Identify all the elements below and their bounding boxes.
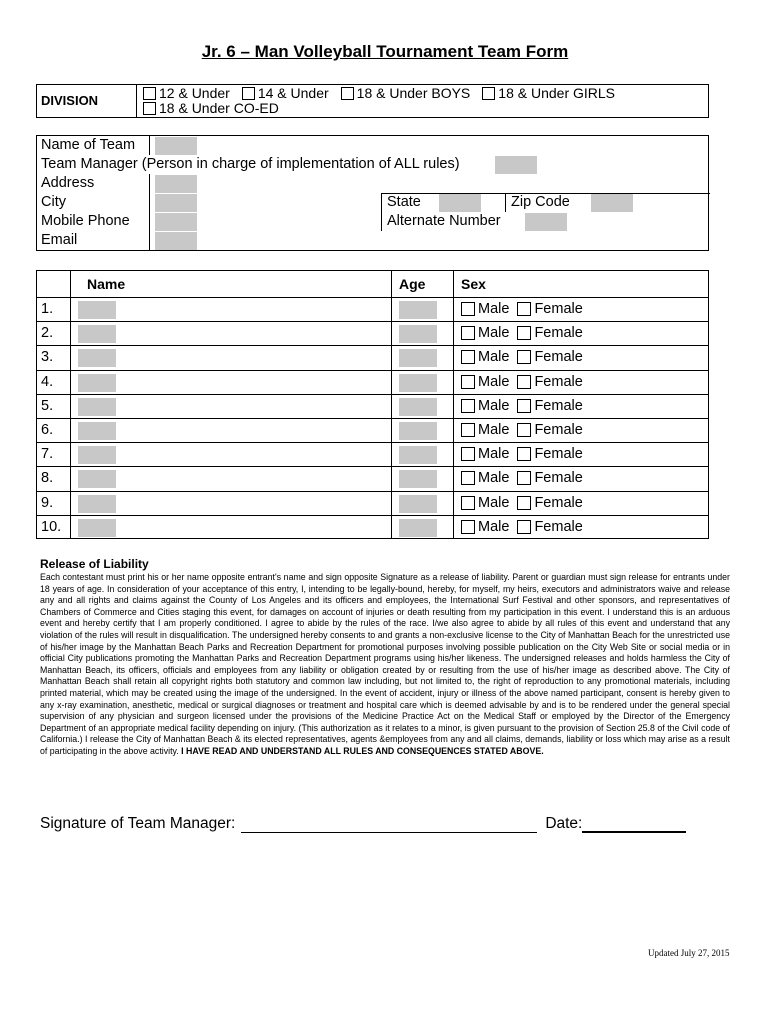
table-row: [37, 298, 708, 322]
division-option-12-under[interactable]: 12 & Under: [143, 86, 230, 101]
sex-options: [461, 349, 583, 365]
sex-option-female[interactable]: Female: [517, 495, 582, 511]
players-table: [36, 270, 709, 539]
sex-option-male[interactable]: Male: [461, 422, 509, 438]
checkbox-icon[interactable]: [461, 399, 475, 413]
zip-code-label: Zip Code: [511, 194, 570, 210]
checkbox-icon[interactable]: [461, 326, 475, 340]
alternate-number-label: Alternate Number: [387, 213, 501, 229]
player-age-field[interactable]: [399, 301, 437, 319]
player-name-field[interactable]: [78, 301, 116, 319]
release-text: Each contestant must print his or her name opposite entrant's name and sign opposite Signature as a release of liability. Parent or guardian must sign release for entrants under 18 years of age. In consideration of your acceptance of this entry, I, intending to be legally-bound, hereby, for myself, my heirs, executors and administrators waive and release any and all rights and claims against the County of Los Angeles and its officers and employees, the International Surf Festival and other sponsors, and representatives of Chambers of Commerce and Cities staging this event, for damages on account of injuries or death resulting from my participation in this event. I understand this is an arduous event and hereby certify that I am properly conditioned. I agree to abide by the rules of the race. I/we also agree to abide by all rules of this event and understand that any violation of the rules will result in disqualification. The undersigned hereby consents to and grants a non-exclusive license to the City of Manhattan Beach for the unrestricted use of his/her image by the Manhattan Beach Parks and Recreation Department for promotional purposes involving possible publication on the City Web Site or social media or in official City publications promoting the Manhattan Parks and Recreation Department programs using his/her likeness. The undersigned releases and holds harmless the City of Manhattan Beach, its officers, officials and employees from any liability or obligation created by or resulting from the use of his/her image as described above. The City of Manhattan Beach shall retain all copyright rights both statutory and common law including, but not limited to, the right of reproduction to any promotional materials, including printed material, which may be created using the image of the undersigned. In the event of accident, injury or illness of the above named participant, consent is hereby given to any x-ray examination, anesthetic, medical or surgical diagnoses or treatment and hospital care which is deemed advisable by and is to be rendered under the general special supervision of any physician and surgeon licensed under the provisions of the Medicine Practice Act on the Medical Staff or employed by the Director of the Emergency Department of an appropriate medical facility depending on injury. (This authorization as it relates to a minor, is given pursuant to the provision of Section 25.8 of the Civil code of California.) I release the City of Manhattan Beach & its elected representatives, agents &employees from any and all claims, demands, liability or loss which may arise as a result of participating in the above activity. I HAVE READ AND UNDERSTAND ALL RULES AND CONSEQUENCES STATED ABOVE.: [40, 572, 730, 756]
sex-option-male[interactable]: Male: [461, 495, 509, 511]
checkbox-icon[interactable]: [517, 496, 531, 510]
sex-option-female[interactable]: Female: [517, 470, 582, 486]
signature-label: Signature of Team Manager:: [40, 815, 236, 832]
player-number: 3.: [41, 349, 54, 366]
sex-option-male[interactable]: Male: [461, 301, 509, 317]
player-number: 2.: [41, 325, 54, 342]
division-option-18-boys[interactable]: 18 & Under BOYS: [341, 86, 471, 101]
sex-option-male[interactable]: Male: [461, 349, 509, 365]
player-name-field[interactable]: [78, 349, 116, 367]
address-label: Address: [41, 175, 95, 191]
mobile-phone-label: Mobile Phone: [41, 213, 130, 229]
player-number: 9.: [41, 494, 54, 511]
signature-line[interactable]: [241, 816, 537, 833]
sex-options: [461, 325, 583, 341]
checkbox-icon[interactable]: [461, 302, 475, 316]
checkbox-icon[interactable]: [517, 326, 531, 340]
team-name-field[interactable]: [155, 137, 197, 155]
division-options: [143, 86, 627, 116]
player-age-field[interactable]: [399, 495, 437, 513]
sex-options: [461, 470, 583, 486]
checkbox-icon[interactable]: [482, 87, 495, 100]
player-name-field[interactable]: [78, 374, 116, 392]
player-name-field[interactable]: [78, 398, 116, 416]
email-label: Email: [41, 232, 78, 248]
division-option-18-girls[interactable]: 18 & Under GIRLS: [482, 86, 615, 101]
checkbox-icon[interactable]: [461, 520, 475, 534]
table-row: [37, 395, 708, 419]
signature-row: [40, 815, 686, 833]
table-row: [37, 467, 708, 491]
sex-options: [461, 301, 583, 317]
checkbox-icon[interactable]: [517, 423, 531, 437]
checkbox-icon[interactable]: [461, 496, 475, 510]
checkbox-icon[interactable]: [461, 350, 475, 364]
division-option-14-under[interactable]: 14 & Under: [242, 86, 329, 101]
sex-options: [461, 422, 583, 438]
checkbox-icon[interactable]: [242, 87, 255, 100]
sex-option-female[interactable]: Female: [517, 325, 582, 341]
sex-option-female[interactable]: Female: [517, 446, 582, 462]
player-name-field[interactable]: [78, 470, 116, 488]
table-row: [37, 419, 708, 443]
division-section: [36, 84, 709, 118]
date-label: Date:: [545, 815, 583, 832]
table-row: [37, 371, 708, 395]
checkbox-icon[interactable]: [461, 423, 475, 437]
player-number: 4.: [41, 373, 54, 390]
table-row: [37, 492, 708, 516]
form-title: Jr. 6 – Man Volleyball Tournament Team Form: [201, 42, 569, 61]
player-age-field[interactable]: [399, 398, 437, 416]
checkbox-icon[interactable]: [517, 399, 531, 413]
table-row: [37, 346, 708, 370]
player-number: 7.: [41, 446, 54, 463]
player-age-field[interactable]: [399, 325, 437, 343]
player-number: 5.: [41, 397, 54, 414]
player-number: 1.: [41, 301, 54, 317]
zip-code-field[interactable]: [591, 194, 633, 212]
player-number: 8.: [41, 470, 54, 487]
sex-option-female[interactable]: Female: [517, 398, 582, 414]
checkbox-icon[interactable]: [517, 375, 531, 389]
city-label: City: [41, 194, 66, 210]
checkbox-icon[interactable]: [461, 375, 475, 389]
sex-option-male[interactable]: Male: [461, 470, 509, 486]
sex-options: [461, 519, 583, 535]
sex-option-male[interactable]: Male: [461, 446, 509, 462]
player-name-field[interactable]: [78, 422, 116, 440]
checkbox-icon[interactable]: [517, 350, 531, 364]
header-name: Name: [87, 276, 126, 292]
checkbox-icon[interactable]: [517, 520, 531, 534]
player-name-field[interactable]: [78, 325, 116, 343]
table-row: [37, 516, 708, 540]
player-number: 10.: [41, 518, 62, 535]
checkbox-icon[interactable]: [341, 87, 354, 100]
division-option-18-coed[interactable]: 18 & Under CO-ED: [143, 101, 279, 116]
sex-option-male[interactable]: Male: [461, 519, 509, 535]
sex-options: [461, 446, 583, 462]
header-age: Age: [399, 276, 426, 292]
sex-option-male[interactable]: Male: [461, 325, 509, 341]
player-name-field[interactable]: [78, 519, 116, 537]
alternate-number-field[interactable]: [525, 213, 567, 231]
checkbox-icon[interactable]: [461, 447, 475, 461]
sex-option-female[interactable]: Female: [517, 519, 582, 535]
player-age-field[interactable]: [399, 446, 437, 464]
updated-date: Updated July 27, 2015: [648, 948, 730, 958]
team-manager-label: Team Manager (Person in charge of implementation of ALL rules): [41, 156, 460, 172]
player-age-field[interactable]: [399, 470, 437, 488]
sex-options: [461, 398, 583, 414]
checkbox-icon[interactable]: [143, 102, 156, 115]
state-label: State: [387, 194, 421, 210]
player-name-field[interactable]: [78, 495, 116, 513]
team-name-label: Name of Team: [41, 137, 136, 153]
sex-options: [461, 374, 583, 390]
player-age-field[interactable]: [399, 374, 437, 392]
sex-option-male[interactable]: Male: [461, 398, 509, 414]
checkbox-icon[interactable]: [517, 471, 531, 485]
player-age-field[interactable]: [399, 422, 437, 440]
table-row: [37, 443, 708, 467]
date-line[interactable]: [582, 816, 686, 833]
mobile-phone-field[interactable]: [155, 213, 197, 231]
checkbox-icon[interactable]: [461, 471, 475, 485]
address-field[interactable]: [155, 175, 197, 193]
sex-option-female[interactable]: Female: [517, 301, 582, 317]
release-title: Release of Liability: [40, 557, 149, 571]
division-label: DIVISION: [37, 85, 137, 117]
release-acknowledgement: I HAVE READ AND UNDERSTAND ALL RULES AND CONSEQUENCES STATED ABOVE.: [181, 745, 544, 756]
checkbox-icon[interactable]: [517, 302, 531, 316]
player-age-field[interactable]: [399, 349, 437, 367]
header-sex: Sex: [461, 276, 486, 292]
checkbox-icon[interactable]: [517, 447, 531, 461]
player-name-field[interactable]: [78, 446, 116, 464]
sex-option-female[interactable]: Female: [517, 374, 582, 390]
email-field[interactable]: [155, 232, 197, 250]
sex-option-female[interactable]: Female: [517, 422, 582, 438]
sex-option-female[interactable]: Female: [517, 349, 582, 365]
sex-options: [461, 495, 583, 511]
player-age-field[interactable]: [399, 519, 437, 537]
checkbox-icon[interactable]: [143, 87, 156, 100]
player-number: 6.: [41, 422, 54, 438]
team-info-section: [36, 135, 709, 251]
city-field[interactable]: [155, 194, 197, 212]
team-manager-field[interactable]: [495, 156, 537, 174]
sex-option-male[interactable]: Male: [461, 374, 509, 390]
state-field[interactable]: [439, 194, 481, 212]
table-row: [37, 322, 708, 346]
